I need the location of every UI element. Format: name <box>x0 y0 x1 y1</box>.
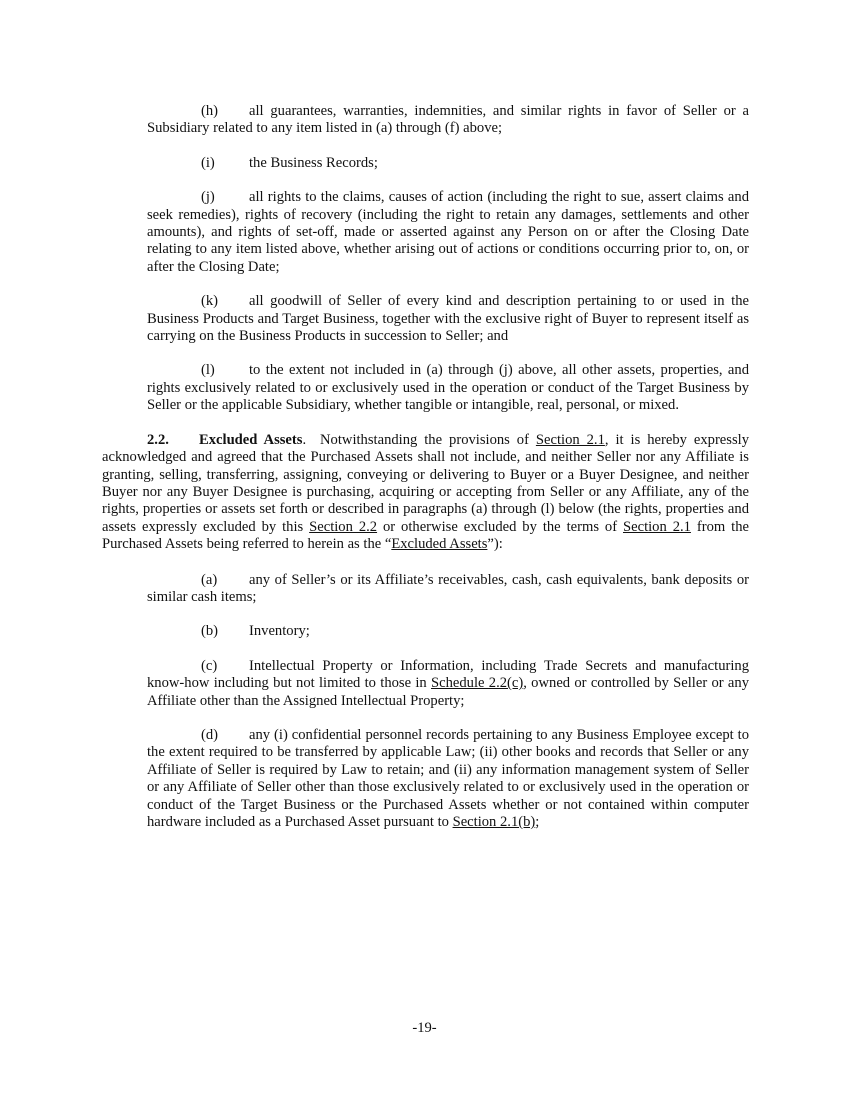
clause-text: ; <box>535 814 540 830</box>
clause-text: Intellectual Property or Information, including Trade Secrets and manufacturing know-how including but not limited to those in <box>147 657 749 692</box>
clause-text: any (i) confidential personnel records pertaining to any Business Employee except to the extent required to be transferred by applicable Law; (ii) other books and records that Seller or any Affiliate of Seller is required by Law to retain; and (ii) any information management system of Seller or any Affiliate of Seller other than those exclusively related to or exclusively used in the operation or conduct of the Target Business or the Purchased Assets whether or not contained within computer hardware included as a Purchased Asset pursuant to <box>147 726 749 830</box>
clause-text: the Business Records; <box>249 154 378 171</box>
section-ref-link: Section 2.1(b) <box>452 814 536 830</box>
clause-label: (b) <box>201 623 219 640</box>
document-page <box>102 103 749 848</box>
clause-label: (i) <box>201 154 215 171</box>
section-text: , it is hereby expressly acknowledged and agreed that the Purchased Assets shall not include, and neither Seller nor any Affiliate is granting, selling, transferring, assigning, conveying or delivering to Buyer or a Buyer Designee, and neither Buyer nor any Buyer Designee is purchasing, acquiring or accepting from Seller or any Affiliate, any of the rights, properties or assets set forth or described in paragraphs (a) through (l) below (the rights, properties and assets expressly excluded by this <box>102 431 749 535</box>
clause-text: all goodwill of Seller of every kind and description pertaining to or used in the Business Products and Target Business, together with the exclusive right of Buyer to represent itself as carrying on the Business Products in succession to Seller; and <box>147 293 749 345</box>
section-heading-punct: . <box>302 431 307 448</box>
excluded-clause-a <box>147 572 749 607</box>
clause-i <box>147 155 749 172</box>
clause-label: (k) <box>201 293 219 310</box>
section-ref-link: Section 2.1 <box>623 518 691 535</box>
section-text: ”): <box>487 536 503 553</box>
section-heading: Excluded Assets <box>199 431 303 448</box>
clause-text: to the extent not included in (a) through (j) above, all other assets, properties, and rights exclusively related to or exclusively used in the operation or conduct of the Target Business by Seller or the applicable Subsidiary, whether tangible or intangible, real, personal, or mixed. <box>147 362 749 414</box>
section-number: 2.2. <box>147 431 169 448</box>
clause-text: any of Seller’s or its Affiliate’s receivables, cash, cash equivalents, bank deposits or similar cash items; <box>147 571 749 605</box>
excluded-clause-b <box>147 623 749 640</box>
section-ref-link: Section 2.2 <box>309 518 378 535</box>
clause-l <box>147 362 749 414</box>
clause-h <box>147 103 749 138</box>
page-number: -19- <box>412 1020 437 1036</box>
excluded-clause-c <box>147 658 749 710</box>
clause-label: (a) <box>201 571 218 588</box>
clause-label: (h) <box>201 103 219 119</box>
excluded-clause-d <box>147 727 749 831</box>
section-2-2 <box>102 432 749 554</box>
section-text: from the Purchased Assets being referred to herein as the “ <box>102 518 749 553</box>
clause-text: , owned or controlled by Seller or any Affiliate other than the Assigned Intellectual Property; <box>147 675 750 709</box>
clause-label: (j) <box>201 189 215 206</box>
schedule-ref-link: Schedule 2.2(c) <box>431 675 524 692</box>
clause-text: all guarantees, warranties, indemnities, and similar rights in favor of Seller or a Subsidiary related to any item listed in (a) through (f) above; <box>147 103 749 137</box>
section-ref-link: Section 2.1 <box>535 431 605 448</box>
section-text: Notwithstanding the provisions of <box>320 431 536 448</box>
clause-label: (l) <box>201 362 215 379</box>
clause-j <box>147 189 749 276</box>
clause-text: Inventory; <box>249 623 310 640</box>
clause-label: (d) <box>201 726 219 743</box>
clause-text: all rights to the claims, causes of action (including the right to sue, assert claims and seek remedies), rights of recovery (including the right to retain any damages, settlements and other amounts), and rights of set-off, made or asserted against any Person on or after the Closing Date relating to any item listed above, whether arising out of actions or conditions occurring prior to, on, or after the Closing Date; <box>147 189 749 275</box>
defined-term: Excluded Assets <box>391 536 488 553</box>
section-text: or otherwise excluded by the terms of <box>377 518 623 535</box>
clause-k <box>147 293 749 345</box>
clause-label: (c) <box>201 657 218 674</box>
